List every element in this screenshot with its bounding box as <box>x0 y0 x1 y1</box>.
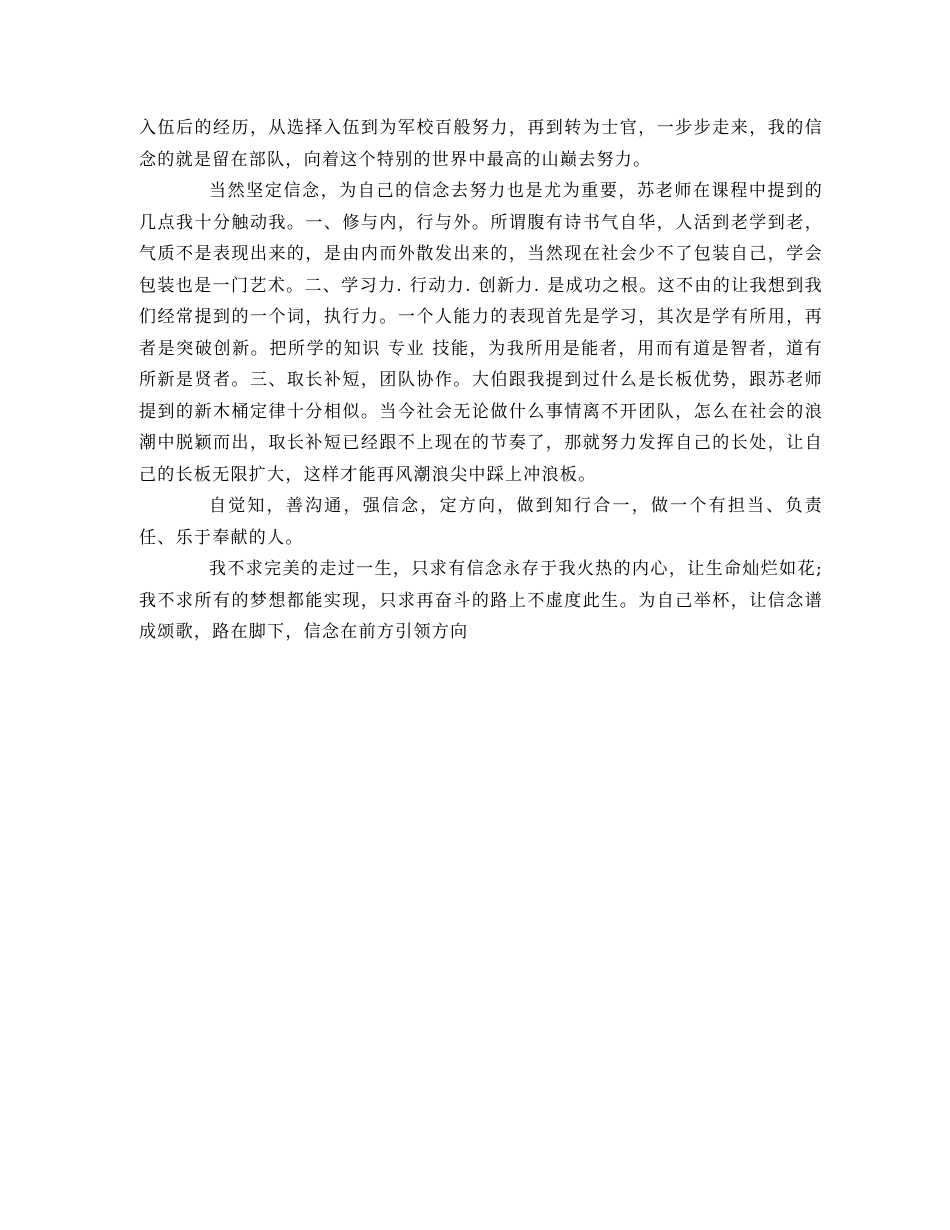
document-body <box>139 113 823 649</box>
paragraph-2: 当然坚定信念，为自己的信念去努力也是尤为重要，苏老师在课程中提到的几点我十分触动我。一、修与内，行与外。所谓腹有诗书气自华，人活到老学到老，气质不是表现出来的，是由内而外散发出来的，当然现在社会少不了包装自己，学会包装也是一门艺术。二、学习力. 行动力. 创新力. 是成功之根。这不由的让我想到我们经常提到的一个词，执行力。一个人能力的表现首先是学习，其次是学有所用，再者是突破创新。把所学的知识 专业 技能，为我所用是能者，用而有道是智者，道有所新是贤者。三、取长补短，团队协作。大伯跟我提到过什么是长板优势，跟苏老师提到的新木桶定律十分相似。当今社会无论做什么事情离不开团队，怎么在社会的浪潮中脱颖而出，取长补短已经跟不上现在的节奏了，那就努力发挥自己的长处，让自己的长板无限扩大，这样才能再风潮浪尖中踩上冲浪板。 <box>139 181 823 485</box>
paragraph-4: 我不求完美的走过一生，只求有信念永存于我火热的内心，让生命灿烂如花;我不求所有的梦想都能实现，只求再奋斗的路上不虚度此生。为自己举杯，让信念谱成颂歌，路在脚下，信念在前方引领方向 <box>139 559 823 642</box>
paragraph-3: 自觉知，善沟通，强信念，定方向，做到知行合一，做一个有担当、负责任、乐于奉献的人。 <box>139 496 823 548</box>
paragraph-1: 入伍后的经历，从选择入伍到为军校百般努力，再到转为士官，一步步走来，我的信念的就是留在部队，向着这个特别的世界中最高的山巅去努力。 <box>139 118 823 170</box>
